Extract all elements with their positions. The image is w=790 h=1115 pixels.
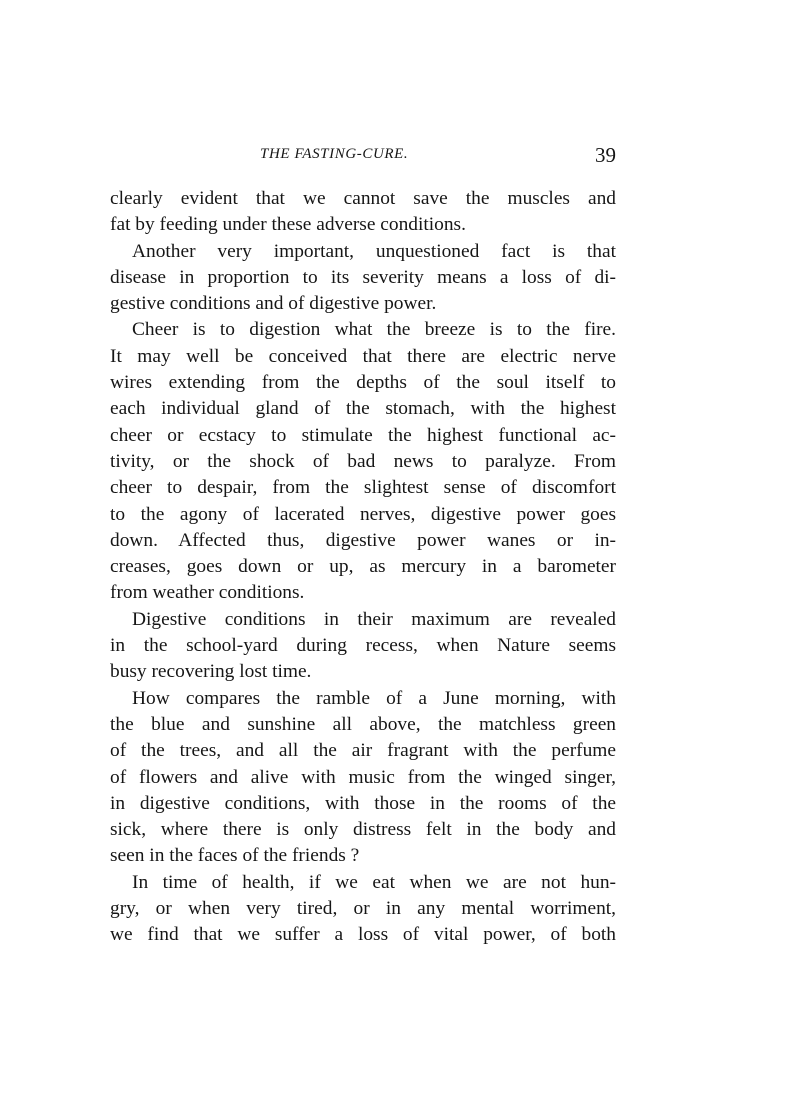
text-line: in digestive conditions, with those in the rooms of the xyxy=(110,792,616,814)
text-line: in the school-yard during recess, when Nature seems xyxy=(110,635,616,657)
text-line: each individual gland of the stomach, with the highest xyxy=(110,398,616,420)
page-header xyxy=(260,143,618,167)
text-line: to the agony of lacerated nerves, digestive power goes xyxy=(110,503,616,525)
text-line: fat by feeding under these adverse conditions. xyxy=(110,214,466,236)
text-line: gry, or when very tired, or in any mental worriment, xyxy=(110,898,616,920)
text-line: cheer or ecstacy to stimulate the highest functional ac- xyxy=(110,424,616,446)
text-line: down. Affected thus, digestive power wanes or in- xyxy=(110,529,616,551)
text-line: clearly evident that we cannot save the muscles and xyxy=(110,188,616,209)
text-line: of flowers and alive with music from the winged singer, xyxy=(110,766,616,788)
text-line: seen in the faces of the friends ? xyxy=(110,845,360,867)
text-line: from weather conditions. xyxy=(110,582,305,604)
text-line: How compares the ramble of a June morning, with xyxy=(132,687,616,709)
text-line: of the trees, and all the air fragrant with the perfume xyxy=(110,740,616,762)
body-text xyxy=(110,186,616,949)
text-line: Digestive conditions in their maximum are revealed xyxy=(132,608,616,630)
text-line: the blue and sunshine all above, the matchless green xyxy=(110,713,616,735)
text-line: Another very important, unquestioned fact is that xyxy=(132,240,616,262)
page-number: 39 xyxy=(595,143,616,167)
text-line: In time of health, if we eat when we are not hun- xyxy=(132,871,616,893)
text-line: cheer to despair, from the slightest sense of discomfort xyxy=(110,477,616,499)
text-line: wires extending from the depths of the soul itself to xyxy=(110,372,616,394)
text-line: tivity, or the shock of bad news to paralyze. From xyxy=(110,450,616,472)
text-line: busy recovering lost time. xyxy=(110,661,312,683)
running-title: THE FASTING-CURE. xyxy=(260,146,409,162)
text-line: we find that we suffer a loss of vital power, of both xyxy=(110,924,616,946)
text-line: disease in proportion to its severity means a loss of di- xyxy=(110,266,616,288)
text-line: sick, where there is only distress felt in the body and xyxy=(110,819,616,841)
text-line: Cheer is to digestion what the breeze is to the fire. xyxy=(132,319,616,341)
text-line: gestive conditions and of digestive power. xyxy=(110,293,437,315)
text-line: It may well be conceived that there are electric nerve xyxy=(110,345,616,367)
text-line: creases, goes down or up, as mercury in a barometer xyxy=(110,556,616,578)
